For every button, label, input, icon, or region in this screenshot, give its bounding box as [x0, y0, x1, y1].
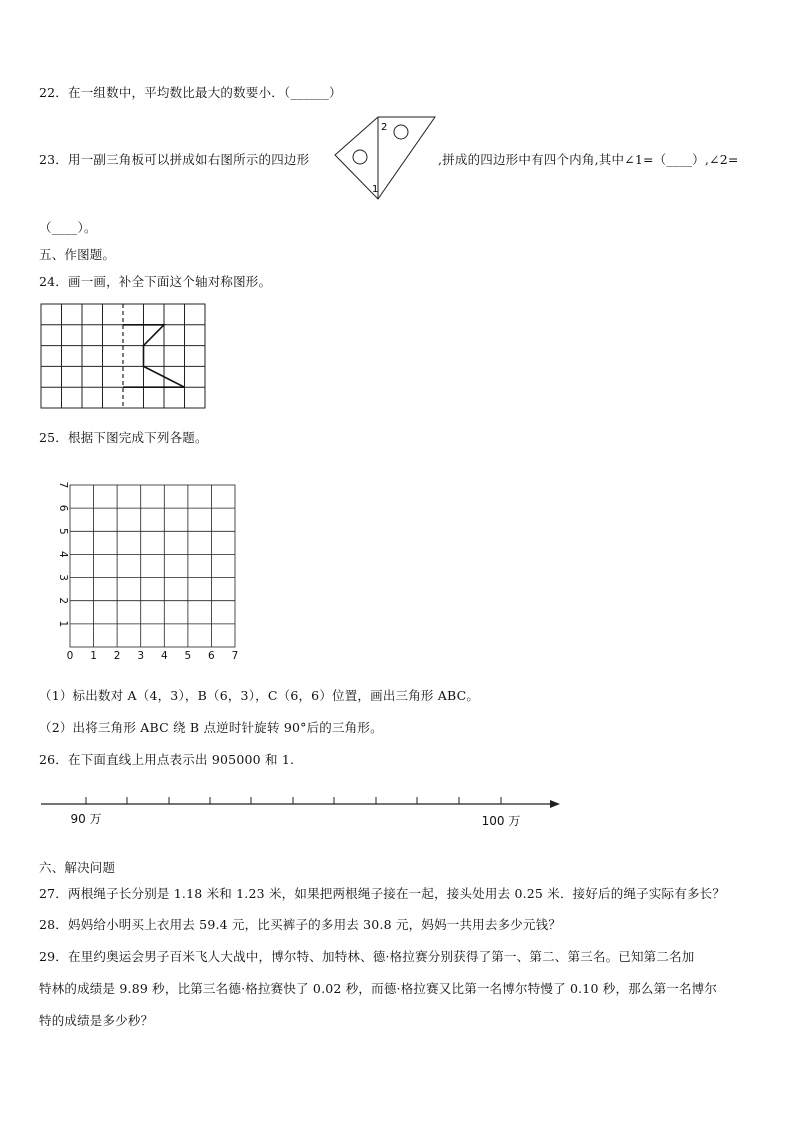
- half-figure: [123, 325, 185, 387]
- y-tick-3: 3: [57, 574, 69, 581]
- question-29-line-2: 特林的成绩是 9.89 秒，比第三名德·格拉赛快了 0.02 秒，而德·格拉赛又比第一名博尔特慢了 0.10 秒，那么第一名博尔: [39, 981, 718, 996]
- y-tick-7: 7: [57, 481, 69, 489]
- symmetry-grid: [39, 302, 209, 412]
- x-tick-7: 7: [231, 650, 239, 662]
- question-25-part-1: （1）标出数对 A（4，3），B（6，3），C（6，6）位置，画出三角形 ABC。: [39, 688, 480, 703]
- y-tick-2: 2: [57, 597, 69, 605]
- number-line-right-label: 100 万: [481, 814, 521, 828]
- question-29-line-3: 特的成绩是多少秒？: [39, 1013, 154, 1028]
- coordinate-grid: [55, 475, 255, 665]
- question-27: 27．两根绳子长分别是 1.18 米和 1.23 米，如果把两根绳子接在一起，接头处用去 0.25 米．接好后的绳子实际有多长？: [39, 886, 726, 901]
- y-tick-4: 4: [57, 551, 69, 558]
- question-24: 24．画一画，补全下面这个轴对称图形。: [39, 274, 272, 289]
- angle-1-label: 1: [372, 184, 379, 195]
- question-23-text-cont: （____）。: [39, 220, 97, 235]
- question-26: 26．在下面直线上用点表示出 905000 和 1.: [39, 752, 295, 767]
- question-23-text-before: 23．用一副三角板可以拼成如右图所示的四边形: [39, 152, 310, 167]
- question-22: 22．在一组数中，平均数比最大的数要小．（______）: [39, 85, 342, 100]
- question-25: 25．根据下图完成下列各题。: [39, 430, 208, 445]
- quadrilateral-figure: [330, 112, 440, 202]
- angle-2-label: 2: [381, 122, 388, 133]
- number-line: [36, 790, 576, 840]
- question-29-line-1: 29．在里约奥运会男子百米飞人大战中，博尔特、加特林、德·格拉赛分别获得了第一、第二、第三名。已知第二名加: [39, 949, 695, 964]
- number-line-left-label: 90 万: [70, 812, 102, 826]
- x-tick-4: 4: [160, 650, 168, 662]
- y-tick-5: 5: [57, 527, 69, 535]
- question-23-text-after: ,拼成的四边形中有四个内角,其中∠1=（____）,∠2=: [438, 152, 739, 167]
- y-tick-6: 6: [57, 504, 69, 512]
- question-28: 28．妈妈给小明买上衣用去 59.4 元，比买裤子的多用去 30.8 元，妈妈一共用去多少元钱？: [39, 917, 562, 932]
- x-tick-5: 5: [184, 650, 192, 662]
- x-tick-3: 3: [137, 650, 145, 662]
- y-tick-1: 1: [57, 620, 69, 628]
- x-tick-2: 2: [113, 650, 121, 662]
- section-5-title: 五、作图题。: [39, 247, 116, 262]
- section-6-title: 六、解决问题: [39, 860, 116, 875]
- x-tick-6: 6: [208, 650, 215, 662]
- question-25-part-2: （2）出将三角形 ABC 绕 B 点逆时针旋转 90°后的三角形。: [39, 720, 383, 735]
- x-tick-0: 0: [66, 650, 74, 662]
- x-tick-1: 1: [90, 650, 97, 662]
